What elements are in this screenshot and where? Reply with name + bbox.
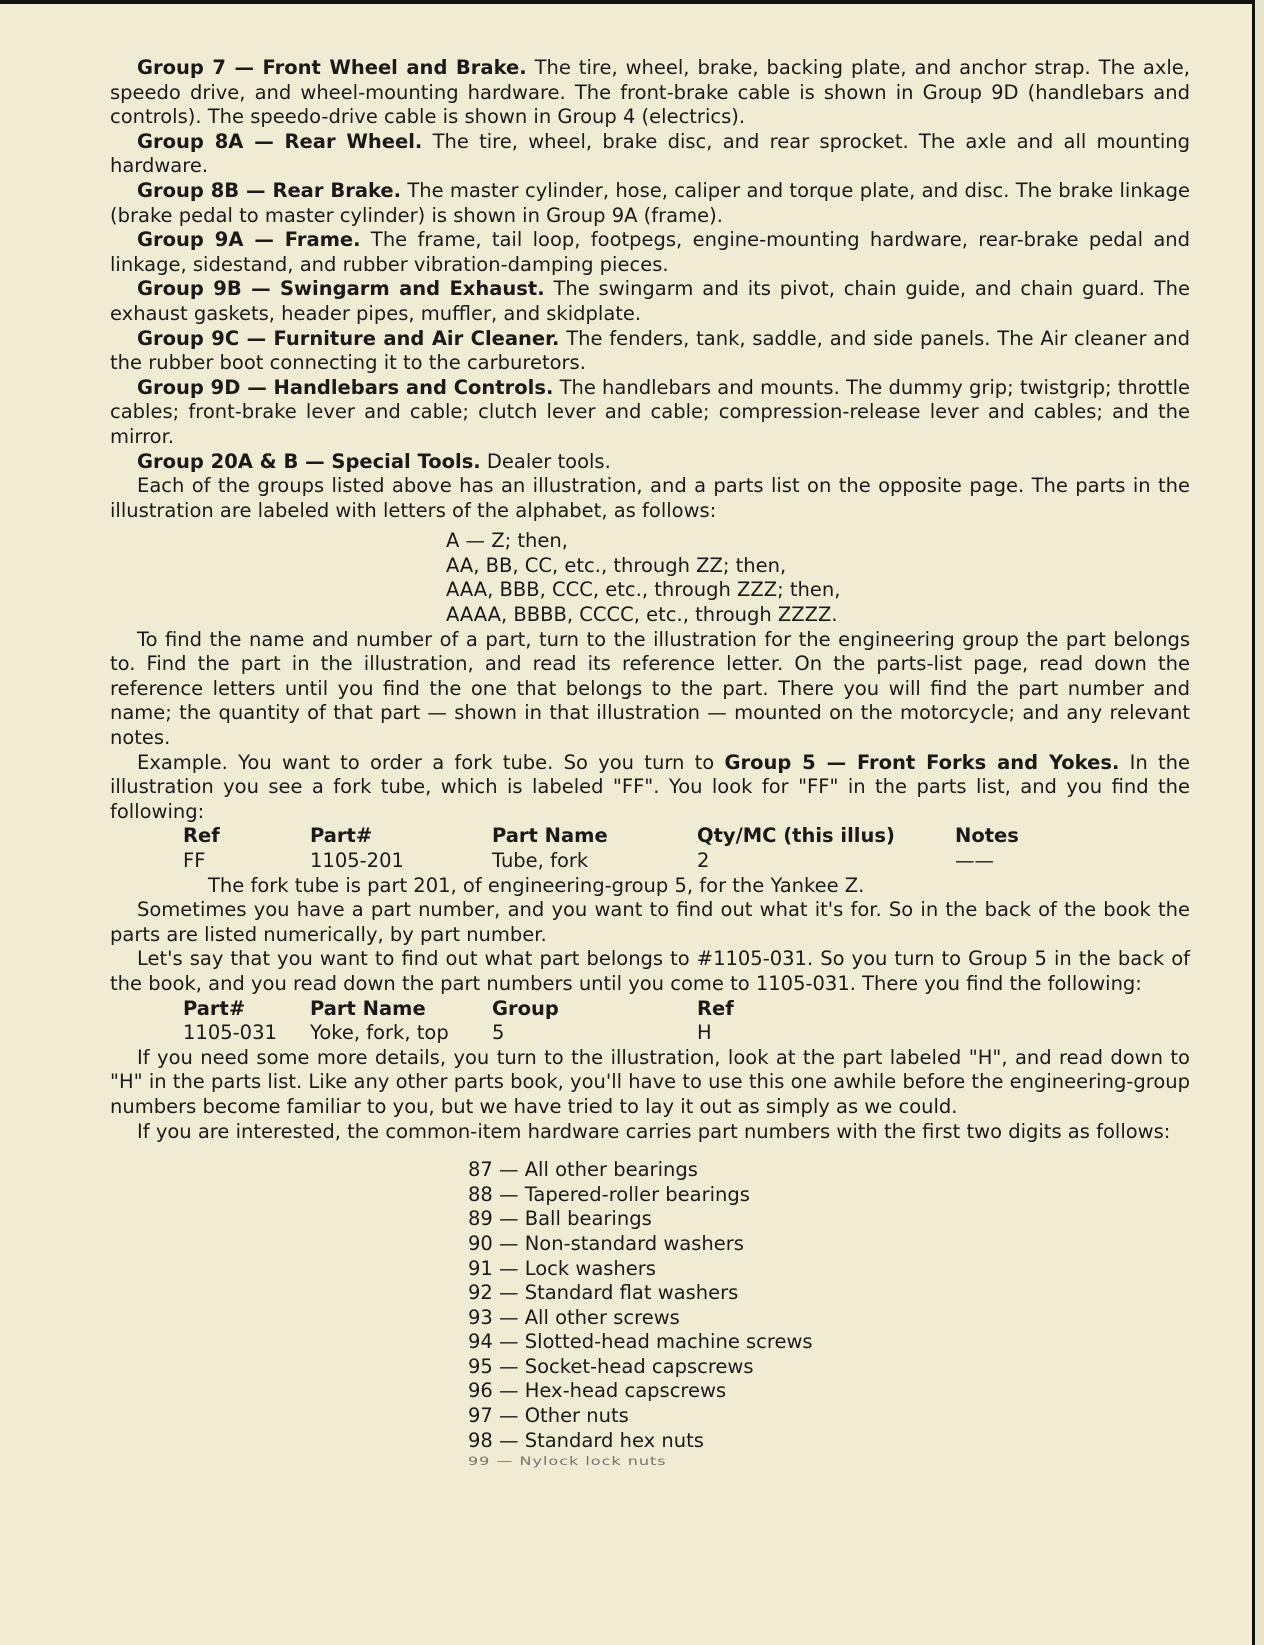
group-9d-text: The handlebars and mounts. The dummy grip; twistgrip; throttle cables; front-brake lever and cable; clutch lever and cable; compression-release lever and cables; and the mirror. [110,375,1190,448]
list-item: 89 — Ball bearings [468,1207,652,1231]
header-notes: Notes [955,824,1019,848]
letter-sequence-list [446,529,1190,627]
example-text-start: Example. You want to order a fork tube. So you turn to [137,750,725,774]
group-9a-paragraph [110,228,1190,277]
group-9a-title: Group 9A — Frame. [137,228,361,252]
group-9c-paragraph [110,327,1190,376]
group-7-paragraph [110,56,1190,130]
cell-ref: H [697,1021,712,1045]
cell-ref: FF [183,849,206,872]
cell-part-number: 1105-031 [183,1021,277,1045]
group-8a-title: Group 8A — Rear Wheel. [137,129,423,153]
find-part-paragraph: To find the name and number of a part, turn to the illustration for the engineering group the part belongs to. Find the part in the illustration, and read its reference letter. On the parts-list page, read down the reference letters until you find the one that belongs to the part. There you will find the part number and name; the quantity of that part — shown in that illustration — mounted on the motorcycle; and any relevant notes. [110,627,1190,750]
group-8b-text: The master cylinder, hose, caliper and torque plate, and disc. The brake linkage (brake pedal to master cylinder) is shown in Group 9A (frame). [110,178,1190,227]
group-9a-text: The frame, tail loop, footpegs, engine-mounting hardware, rear-brake pedal and linkage, sidestand, and rubber vibration-damping pieces. [110,228,1191,276]
list-item: 94 — Slotted-head machine screws [468,1330,813,1354]
group-20-text: Dealer tools. [480,449,611,473]
header-part-number: Part# [183,996,246,1020]
group-8a-paragraph [110,130,1190,179]
group-9b-paragraph [110,277,1190,326]
table-header-row [183,824,1019,849]
header-ref: Ref [183,824,220,848]
cell-part-name: Tube, fork [492,849,589,872]
group-20-title: Group 20A & B — Special Tools. [137,449,481,473]
header-part-number: Part# [310,824,373,848]
sometimes-paragraph: Sometimes you have a part number, and you want to find out what it's for. So in the back of the book the parts are listed numerically, by part number. [110,898,1190,946]
header-qty: Qty/MC (this illus) [697,824,895,848]
group-9b-text: The swingarm and its pivot, chain guide, and chain guard. The exhaust gaskets, header pipes, muffler, and skidplate. [110,277,1190,325]
list-item: 95 — Socket-head capscrews [468,1354,754,1378]
letter-sequence-item: AA, BB, CC, etc., through ZZ; then, [446,553,787,577]
group-20-paragraph [110,450,1190,475]
group-8b-paragraph [110,179,1190,228]
list-item: 87 — All other bearings [468,1158,698,1182]
table-header-row [183,997,734,1022]
header-part-name: Part Name [310,996,426,1020]
cell-group: 5 [492,1021,505,1045]
group-7-text: The tire, wheel, brake, backing plate, and anchor strap. The axle, speedo drive, and wheel-mounting hardware. The front-brake cable is shown in Group 9D (handlebars and controls). The speedo-drive cable is shown in Group 4 (electrics). [110,56,1190,129]
header-group: Group [492,996,559,1020]
interested-paragraph: If you are interested, the common-item hardware carries part numbers with the first two digits as follows: [137,1119,1171,1143]
group-7-title: Group 7 — Front Wheel and Brake. [137,56,527,79]
example-text-end: In the illustration you see a fork tube, which is labeled "FF". You look for "FF" in the parts list, and you find the following: [110,750,1191,823]
group-8a-text: The tire, wheel, brake disc, and rear sprocket. The axle and all mounting hardware. [110,129,1191,178]
table-row [183,1021,734,1046]
ref-lookup-table [183,824,1019,873]
list-item-faded: 99 — Nylock lock nuts [468,1454,667,1468]
part-number-lookup-table [183,997,734,1046]
cell-part-name: Yoke, fork, top [310,1021,449,1045]
cell-part-number: 1105-201 [310,849,404,872]
letter-sequence-item: AAA, BBB, CCC, etc., through ZZZ; then, [446,578,841,602]
list-item: 98 — Standard hex nuts [468,1428,704,1452]
letter-sequence-item: AAAA, BBBB, CCCC, etc., through ZZZZ. [446,603,838,627]
list-item: 97 — Other nuts [468,1404,629,1428]
list-item: 90 — Non-standard washers [468,1231,744,1255]
header-ref: Ref [697,996,734,1020]
cell-qty: 2 [697,849,710,872]
list-item: 93 — All other screws [468,1305,680,1329]
group-9d-paragraph [110,376,1190,450]
table-note: The fork tube is part 201, of engineering-group 5, for the Yankee Z. [208,873,865,897]
header-part-name: Part Name [492,824,608,848]
list-item: 92 — Standard flat washers [468,1281,739,1305]
lets-say-paragraph: Let's say that you want to find out what part belongs to #1105-031. So you turn to Group 5 in the back of the book, and you read down the part numbers until you come to 1105-031. There you find the following: [110,947,1190,995]
example-paragraph [110,751,1190,825]
group-8b-title: Group 8B — Rear Brake. [137,178,402,202]
list-item: 96 — Hex-head capscrews [468,1379,727,1403]
group-9c-title: Group 9C — Furniture and Air Cleaner. [137,326,560,350]
group-9d-title: Group 9D — Handlebars and Controls. [137,375,554,399]
more-details-paragraph: If you need some more details, you turn to the illustration, look at the part labeled "H", and read down to "H" in the parts list. Like any other parts book, you'll have to use this one awhile before the engineering-group numbers become familiar to you, but we have tried to lay it out as simply as we could. [110,1045,1190,1118]
cell-notes: —— [955,849,994,872]
list-item: 88 — Tapered-roller bearings [468,1182,750,1206]
table-row [183,849,1019,874]
letter-sequence-item: A — Z; then, [446,529,568,553]
page-content [110,56,1190,1478]
hardware-code-list [468,1158,1190,1478]
example-group-reference: Group 5 — Front Forks and Yokes. [724,750,1120,774]
group-9b-title: Group 9B — Swingarm and Exhaust. [137,277,545,301]
intro-paragraph: Each of the groups listed above has an illustration, and a parts list on the opposite page. The parts in the illustration are labeled with letters of the alphabet, as follows: [110,474,1190,522]
group-9c-text: The fenders, tank, saddle, and side panels. The Air cleaner and the rubber boot connecting it to the carburetors. [110,326,1190,375]
list-item: 91 — Lock washers [468,1256,656,1280]
